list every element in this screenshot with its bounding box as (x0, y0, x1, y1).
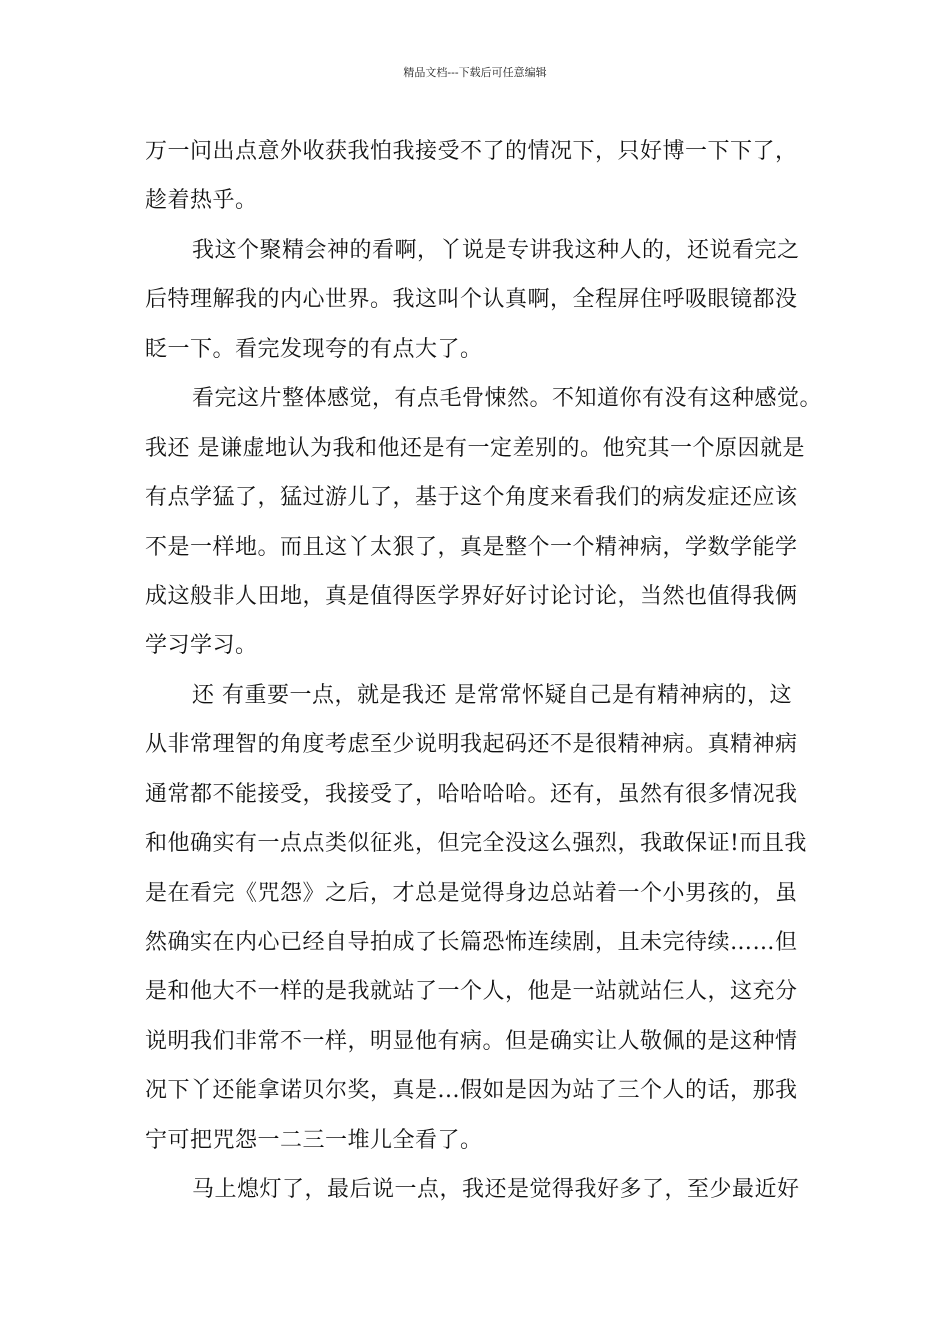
text-line: 不是一样地。而且这丫太狠了，真是整个一个精神病，学数学能学 (145, 534, 798, 560)
text-line: 我还 是谦虚地认为我和他还是有一定差别的。他究其一个原因就是 (145, 435, 805, 461)
text-line: 学习学习。 (145, 633, 258, 659)
text-line: 是和他大不一样的是我就站了一个人，他是一站就站仨人，这充分 (145, 979, 798, 1005)
text-line: 从非常理智的角度考虑至少说明我起码还不是很精神病。真精神病 (145, 732, 798, 758)
document-body (145, 127, 823, 1215)
text-line: 万一问出点意外收获我怕我接受不了的情况下，只好博一下下了， (145, 139, 798, 164)
page-header: 精品文档---下载后可任意编辑 (403, 66, 547, 79)
text-line: 是在看完《咒怨》之后，才总是觉得身边总站着一个小男孩的，虽 (145, 880, 798, 906)
text-line: 还 有重要一点，就是我还 是常常怀疑自己是有精神病的，这 (192, 682, 792, 708)
text-line: 通常都不能接受，我接受了，哈哈哈哈。还有，虽然有很多情况我 (145, 781, 798, 807)
text-line: 看完这片整体感觉，有点毛骨悚然。不知道你有没有这种感觉。 (192, 386, 823, 412)
text-line: 趁着热乎。 (145, 188, 258, 214)
text-line: 眨一下。看完发现夸的有点大了。 (145, 336, 483, 362)
text-line: 成这般非人田地，真是值得医学界好好讨论讨论，当然也值得我俩 (145, 583, 798, 609)
text-line: 和他确实有一点点类似征兆，但完全没这么强烈，我敢保证!而且我 (145, 831, 807, 857)
text-line: 宁可把咒怨一二三一堆儿全看了。 (145, 1127, 483, 1153)
text-line: 有点学猛了，猛过游儿了，基于这个角度来看我们的病发症还应该 (145, 485, 798, 511)
text-line: 况下丫还能拿诺贝尔奖，真是...假如是因为站了三个人的话，那我 (145, 1078, 798, 1104)
text-line: 然确实在内心已经自导拍成了长篇恐怖连续剧，且未完待续……但 (145, 930, 798, 955)
text-line: 我这个聚精会神的看啊，丫说是专讲我这种人的，还说看完之 (192, 237, 800, 263)
text-line: 说明我们非常不一样，明显他有病。但是确实让人敬佩的是这种情 (145, 1028, 798, 1054)
text-line: 马上熄灯了，最后说一点，我还是觉得我好多了，至少最近好 (192, 1177, 800, 1203)
text-line: 后特理解我的内心世界。我这叫个认真啊，全程屏住呼吸眼镜都没 (145, 287, 798, 313)
